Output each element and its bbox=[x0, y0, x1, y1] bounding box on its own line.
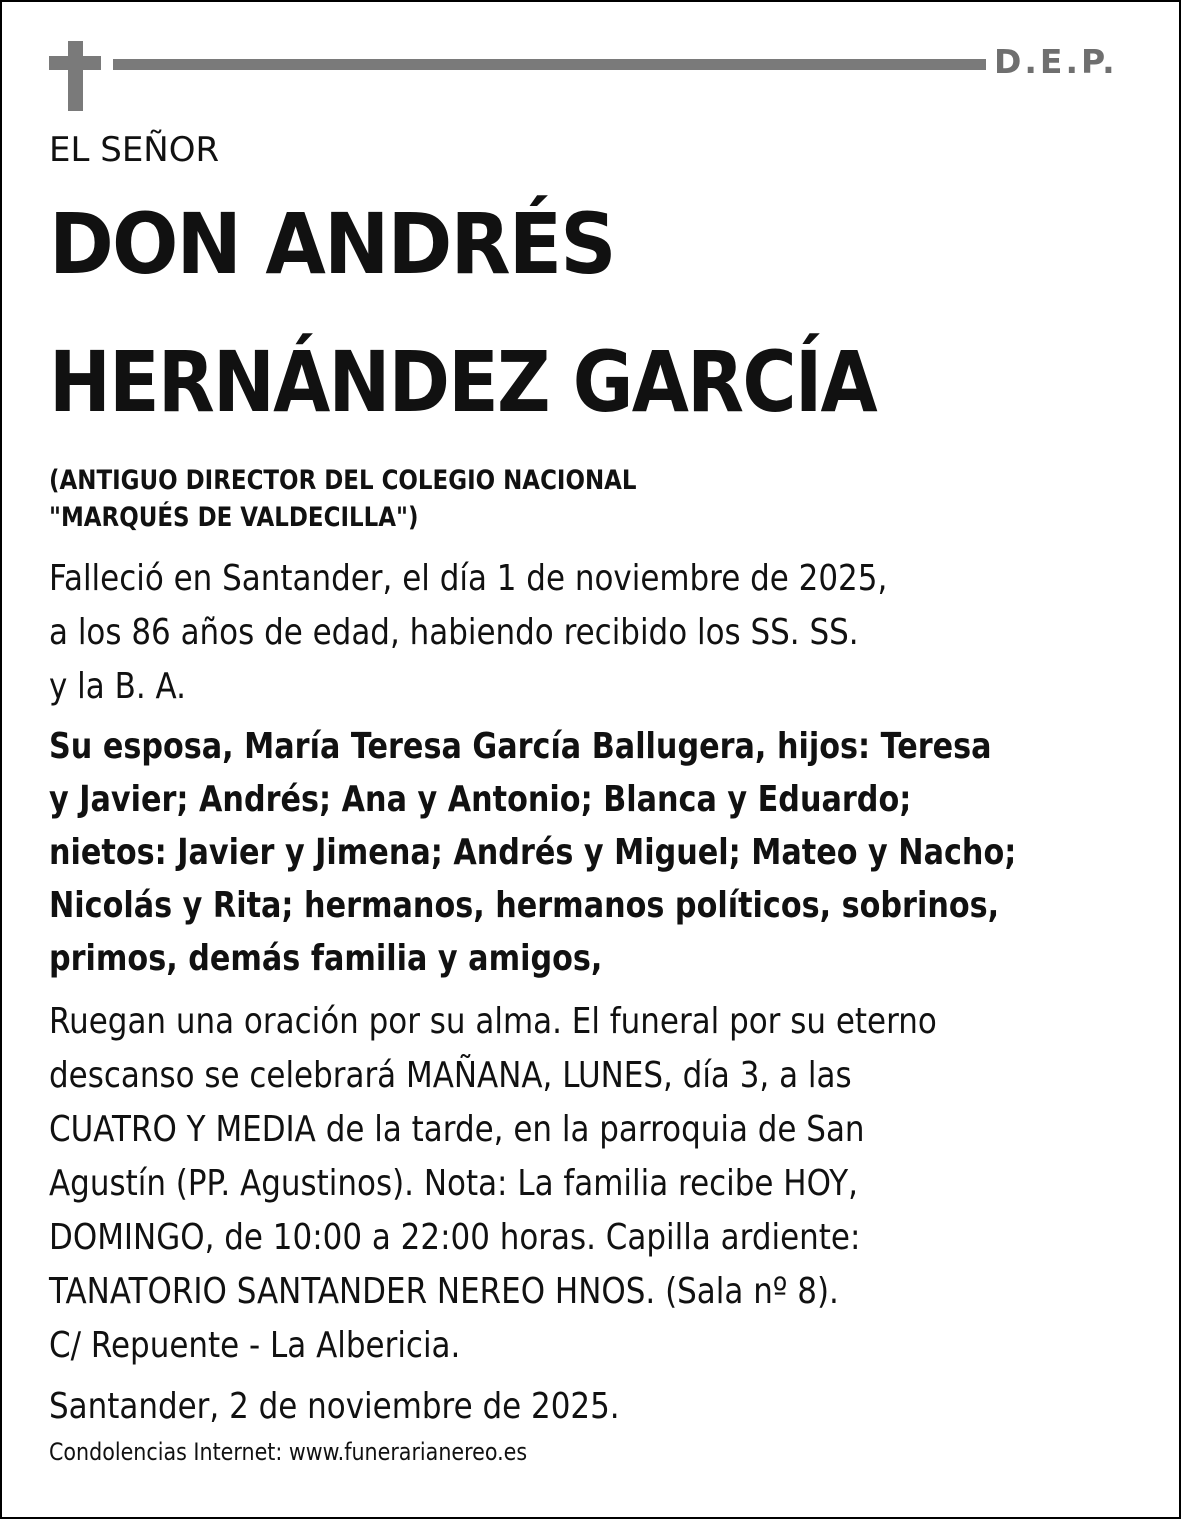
family-line: primos, demás familia y amigos, bbox=[49, 938, 603, 979]
title-line-2: "MARQUÉS DE VALDECILLA") bbox=[49, 502, 419, 533]
funeral-line: C/ Repuente - La Albericia. bbox=[49, 1325, 461, 1366]
funeral-line: CUATRO Y MEDIA de la tarde, en la parroquia de San bbox=[49, 1109, 865, 1150]
death-line: y la B. A. bbox=[49, 666, 186, 707]
deceased-name-line-2: HERNÁNDEZ GARCÍA bbox=[49, 333, 877, 431]
family-line: Su esposa, María Teresa García Ballugera, hijos: Teresa bbox=[49, 726, 992, 767]
family-line: Nicolás y Rita; hermanos, hermanos políticos, sobrinos, bbox=[49, 885, 1000, 926]
funeral-line: Ruegan una oración por su alma. El funeral por su eterno bbox=[49, 1001, 937, 1042]
dep-label: D.E.P. bbox=[994, 42, 1118, 81]
condolences-link[interactable]: Condolencias Internet: www.funerarianereo.es bbox=[49, 1438, 528, 1466]
honorific: EL SEÑOR bbox=[49, 130, 220, 170]
family-line: y Javier; Andrés; Ana y Antonio; Blanca y Eduardo; bbox=[49, 779, 912, 820]
death-line: a los 86 años de edad, habiendo recibido los SS. SS. bbox=[49, 612, 859, 653]
cross-icon bbox=[49, 41, 101, 111]
deceased-name-line-1: DON ANDRÉS bbox=[49, 195, 615, 293]
place-date: Santander, 2 de noviembre de 2025. bbox=[49, 1386, 620, 1427]
header-rule bbox=[113, 59, 986, 70]
funeral-line: Agustín (PP. Agustinos). Nota: La familia recibe HOY, bbox=[49, 1163, 859, 1204]
funeral-line: DOMINGO, de 10:00 a 22:00 horas. Capilla ardiente: bbox=[49, 1217, 861, 1258]
funeral-line: descanso se celebrará MAÑANA, LUNES, día 3, a las bbox=[49, 1055, 852, 1096]
title-line-1: (ANTIGUO DIRECTOR DEL COLEGIO NACIONAL bbox=[49, 465, 637, 496]
death-line: Falleció en Santander, el día 1 de noviembre de 2025, bbox=[49, 558, 888, 599]
family-line: nietos: Javier y Jimena; Andrés y Miguel; Mateo y Nacho; bbox=[49, 832, 1017, 873]
funeral-line: TANATORIO SANTANDER NEREO HNOS. (Sala nº 8). bbox=[49, 1271, 839, 1312]
